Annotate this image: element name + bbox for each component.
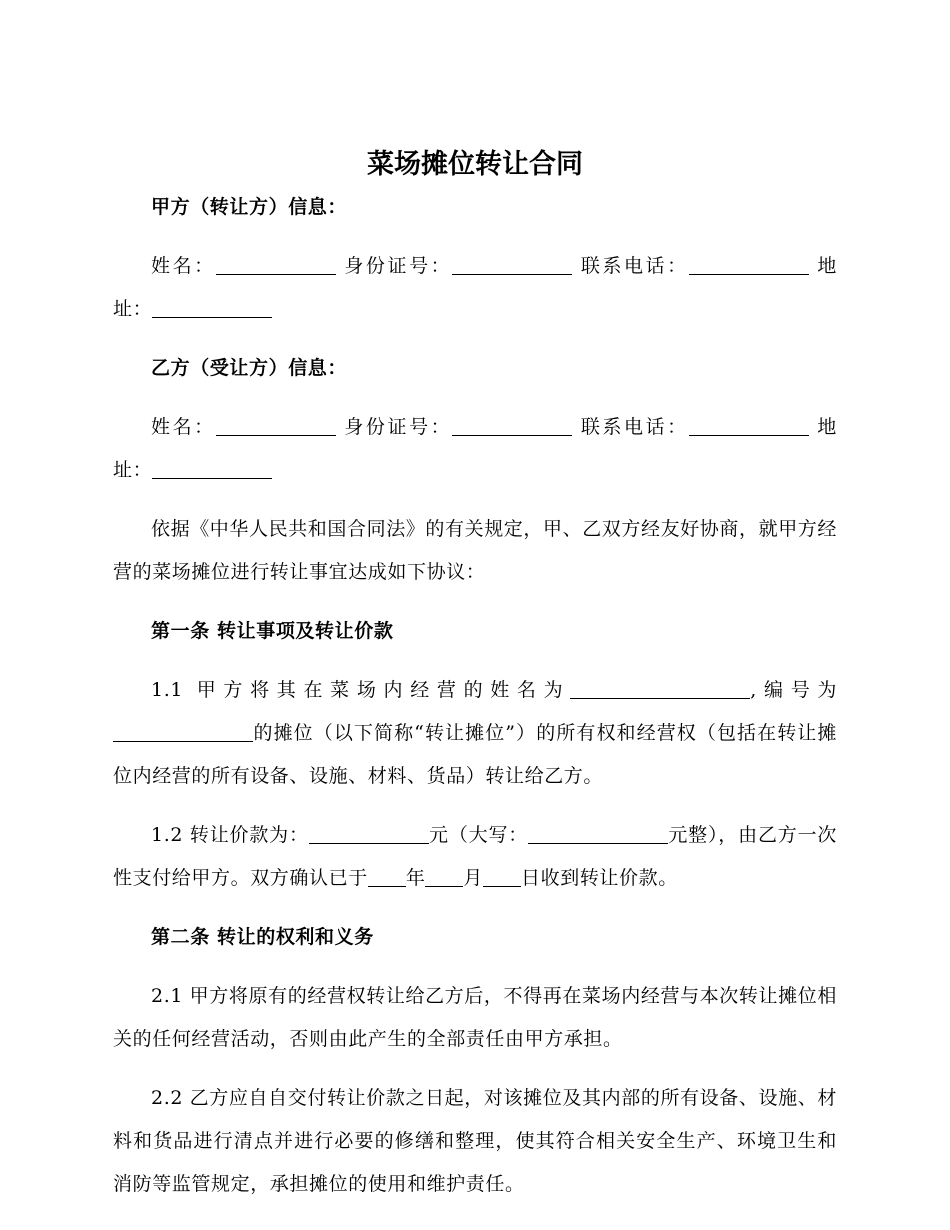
party-b-name-blank [216, 415, 336, 436]
party-a-name-blank [216, 254, 336, 275]
month-label: 月 [463, 867, 484, 889]
party-a-addr-label-2: 址： [113, 298, 153, 320]
party-b-name-label: 姓名： [151, 416, 216, 438]
article-1-heading: 第一条 转让事项及转让价款 [151, 620, 394, 642]
document-title: 菜场摊位转让合同 [367, 149, 583, 180]
clause-1-2 [113, 814, 837, 900]
month-blank [425, 866, 463, 887]
party-b-phone-label: 联系电话： [580, 416, 689, 438]
party-a-name-label: 姓名： [151, 255, 216, 277]
clause-2-1: 2.1 甲方将原有的经营权转让给乙方后，不得再在菜场内经营与本次转让摊位相关的任何经营活动，否则由此产生的全部责任由甲方承担。 [113, 985, 837, 1050]
party-a-addr-label-1: 地 [817, 255, 837, 277]
clause-1-1-text-a: 1.1 甲方将其在菜场内经营的姓名为 [151, 679, 571, 701]
party-b-id-blank [452, 415, 572, 436]
clause-2-2: 2.2 乙方应自自交付转让价款之日起，对该摊位及其内部的所有设备、设施、材料和货品进行清点并进行必要的修缮和整理，使其符合相关安全生产、环境卫生和消防等监管规定，承担摊位的使用和维护责任。 [113, 1087, 837, 1195]
clause-1-1-text-c: 的摊位（以下简称“转让摊位”）的所有权和经营权（包括在转让摊位内经营的所有设备、设施、材料、货品）转让给乙方。 [113, 722, 837, 787]
year-label: 年 [405, 867, 426, 889]
party-a-id-blank [452, 254, 572, 275]
party-b-id-label: 身份证号： [344, 416, 453, 438]
article-2-heading: 第二条 转让的权利和义务 [151, 926, 374, 948]
party-b-addr-blank [152, 458, 272, 479]
price-uppercase-blank [528, 823, 668, 844]
stall-name-blank [570, 678, 750, 699]
party-a-phone-blank [689, 254, 809, 275]
day-label: 日收到转让价款。 [521, 867, 678, 889]
party-b-heading: 乙方（受让方）信息： [151, 357, 348, 379]
clause-1-2-text-b: 元（大写： [428, 824, 529, 846]
clause-1-2-text-c: 元整），由乙方一次性支付给甲方。双方确认已于 [113, 824, 837, 889]
price-blank [309, 823, 429, 844]
party-a-addr-blank [152, 297, 272, 318]
party-b-addr-label-1: 地 [817, 416, 837, 438]
party-b-info [113, 406, 837, 492]
clause-1-1-text-b: ,编号为 [750, 679, 837, 701]
party-a-phone-label: 联系电话： [580, 255, 689, 277]
contract-body [113, 186, 837, 1206]
party-b-phone-blank [689, 415, 809, 436]
intro-paragraph: 依据《中华人民共和国合同法》的有关规定，甲、乙双方经友好协商，就甲方经营的菜场摊位进行转让事宜达成如下协议： [113, 518, 838, 583]
party-a-heading: 甲方（转让方）信息： [151, 196, 348, 218]
stall-number-blank [113, 721, 253, 742]
party-b-addr-label-2: 址： [113, 459, 153, 481]
clause-1-2-text-a: 1.2 转让价款为： [151, 824, 309, 846]
party-a-id-label: 身份证号： [344, 255, 453, 277]
year-blank [368, 866, 406, 887]
day-blank [483, 866, 521, 887]
clause-1-1 [113, 669, 837, 798]
party-a-info [113, 245, 837, 331]
